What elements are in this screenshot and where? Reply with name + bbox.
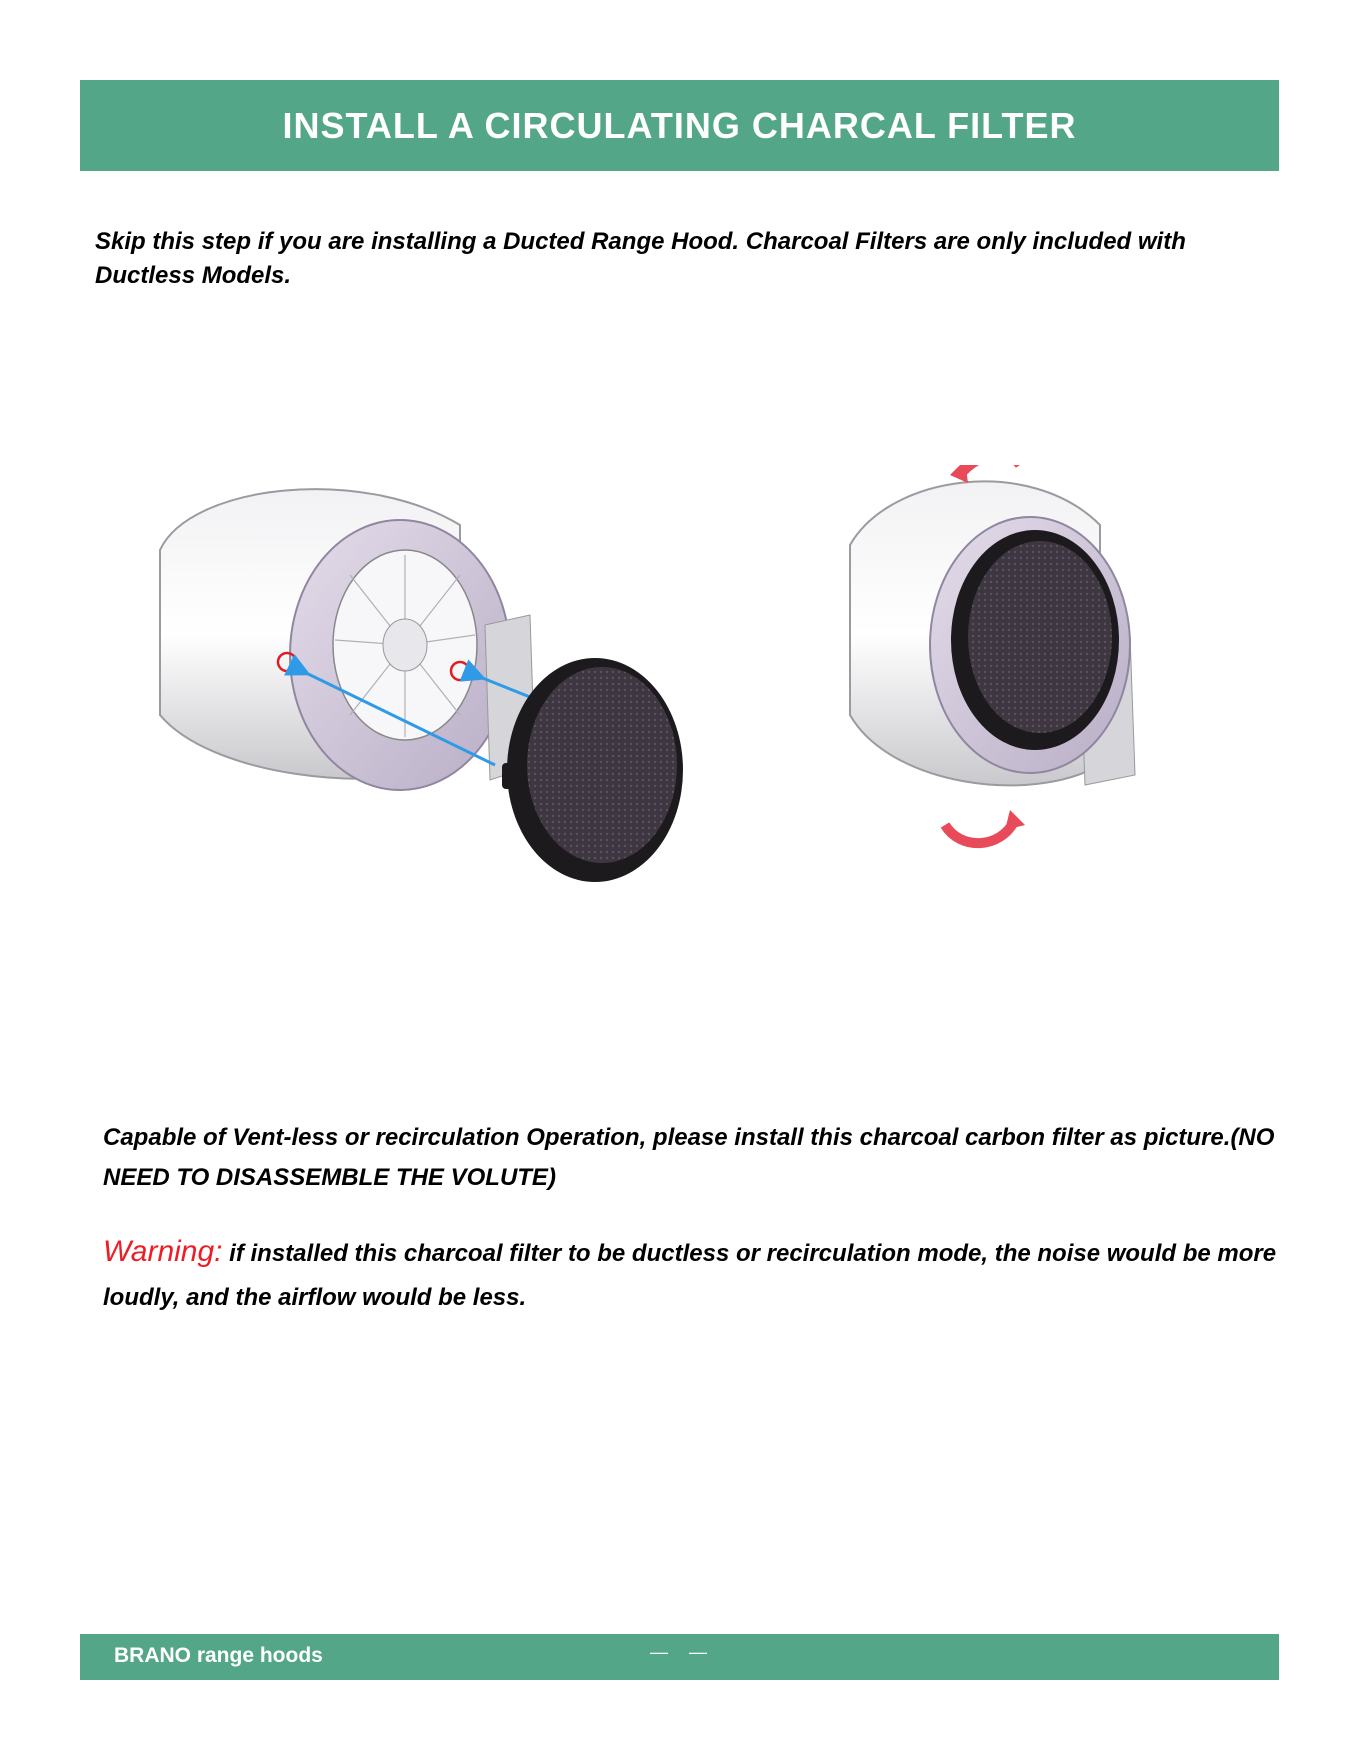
rotate-arrow-bottom xyxy=(945,820,1015,843)
blower-right xyxy=(850,481,1135,785)
header-bar xyxy=(80,80,1279,171)
footer-bar xyxy=(80,1634,1279,1680)
page-number: — — xyxy=(650,1642,716,1662)
capable-text: Capable of Vent-less or recirculation Operation, please install this charcoal carbon filter as picture.(NO NEED TO DISASSEMBLE THE VOLUTE) xyxy=(103,1124,1275,1191)
warning-text: if installed this charcoal filter to be ductless or recirculation mode, the noise would be more loudly, and the airflow would be less. xyxy=(103,1240,1277,1311)
page-title: INSTALL A CIRCULATING CHARCAL FILTER xyxy=(282,104,1077,146)
blower-left xyxy=(160,489,535,790)
rotate-arrowhead-top xyxy=(950,465,968,483)
installation-illustration xyxy=(130,465,1230,900)
intro-text: Skip this step if you are installing a Ducted Range Hood. Charcoal Filters are only included with Ductless Models. xyxy=(95,228,1186,289)
warning-label: Warning: xyxy=(103,1235,223,1268)
warning-paragraph xyxy=(103,1230,1283,1320)
rotate-arrow-top xyxy=(960,465,1020,475)
installation-figure xyxy=(130,465,1230,900)
rotate-arrowhead-bottom xyxy=(1005,810,1025,830)
footer-brand: BRANO range hoods xyxy=(114,1644,323,1667)
